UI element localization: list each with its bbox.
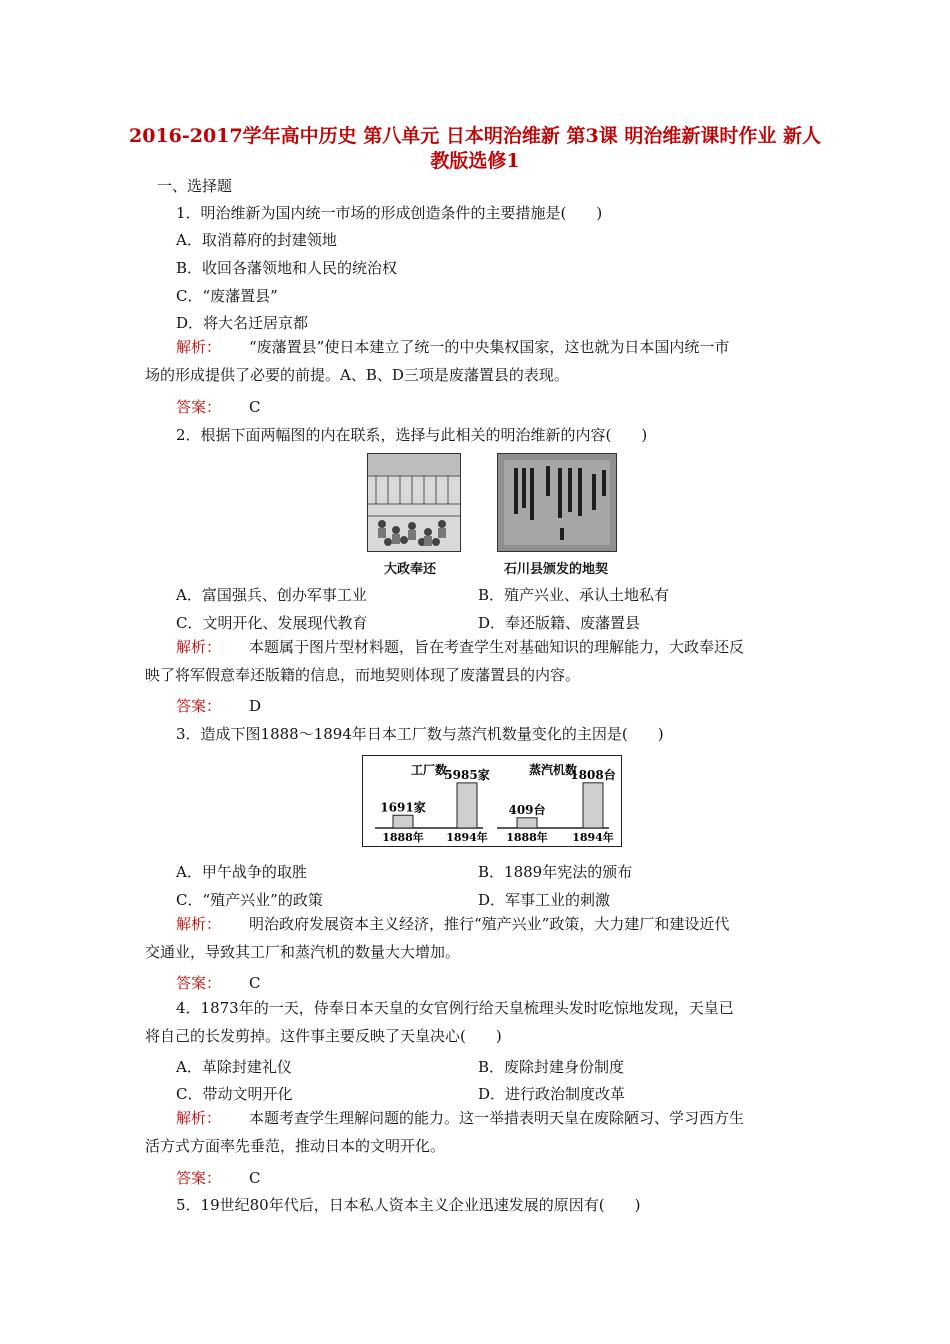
q4-option-d: D．进行政治制度改革 [478, 1085, 626, 1103]
q3-answer: 答案： C [176, 974, 261, 992]
q3-option-b: B．1889年宪法的颁布 [478, 863, 633, 881]
explanation-label: 解析： [176, 1109, 222, 1127]
bar-1-1888年 [393, 815, 413, 828]
q4-option-a: A．革除封建礼仪 [176, 1058, 292, 1076]
taisei-hokan-illustration [367, 453, 461, 552]
bar-charts-svg [363, 756, 621, 846]
q2-stem: 2．根据下面两幅图的内在联系，选择与此相关的明治维新的内容( ) [176, 426, 648, 444]
q3-option-a: A．甲午战争的取胜 [176, 863, 307, 881]
q2-explanation: 解析： 本题属于图片型材料题，旨在考查学生对基础知识的理解能力，大政奉还反 映了将军假意奉还版籍的信息，而地契则体现了废藩置县的内容。 [145, 638, 745, 684]
q4-option-b: B．废除封建身份制度 [478, 1058, 625, 1076]
land-deed-image [497, 453, 617, 552]
q4-answer: 答案： C [176, 1169, 261, 1187]
q3-option-d: D．军事工业的刺激 [478, 891, 611, 909]
bar-2-1894年 [583, 783, 603, 828]
value-label: 1691家 [380, 800, 426, 815]
value-label: 5985家 [444, 767, 490, 782]
q2-option-b: B．殖产兴业、承认土地私有 [478, 586, 670, 604]
explanation-label: 解析： [176, 915, 222, 933]
q2-answer: 答案： D [176, 697, 262, 715]
q3-option-c: C．“殖产兴业”的政策 [176, 891, 323, 909]
q1-option-a: A．取消幕府的封建领地 [176, 231, 337, 249]
bar-chart-figure [362, 755, 622, 847]
bar-2-1888年 [517, 818, 537, 828]
tick-label: 1888年 [506, 831, 548, 844]
q1-explanation: 解析： “废藩置县”使日本建立了统一的中央集权国家，这也就为日本国内统一市 场的形成提供了必要的前提。A、B、D三项是废藩置县的表现。 [145, 338, 730, 384]
q2-option-c: C．文明开化、发展现代教育 [176, 614, 368, 632]
chart-title-1: 工厂数 [410, 763, 448, 777]
tick-label: 1894年 [446, 831, 488, 844]
explanation-label: 解析： [176, 338, 222, 356]
q5-stem: 5．19世纪80年代后，日本私人资本主义企业迅速发展的原因有( ) [176, 1196, 641, 1214]
value-label: 409台 [508, 802, 546, 817]
q1-answer: 答案： C [176, 398, 261, 416]
value-label: 1808台 [570, 767, 616, 782]
tick-label: 1894年 [572, 831, 614, 844]
q2-option-d: D．奉还版籍、废藩置县 [478, 614, 641, 632]
tick-label: 1888年 [382, 831, 424, 844]
q3-explanation: 解析： 明治政府发展资本主义经济，推行“殖产兴业”政策，大力建厂和建设近代 交通业，导致其工厂和蒸汽机的数量大大增加。 [145, 915, 730, 961]
image-caption-2: 石川县颁发的地契 [504, 562, 609, 577]
q1-stem: 1．明治维新为国内统一市场的形成创造条件的主要措施是( ) [176, 204, 603, 222]
q2-option-a: A．富国强兵、创办军事工业 [176, 586, 367, 604]
bar-1-1894年 [457, 783, 477, 828]
q4-stem: 4．1873年的一天，侍奉日本天皇的女官例行给天皇梳理头发时吃惊地发现，天皇已 将自己的长发剪掉。这件事主要反映了天皇决心( ) [145, 999, 734, 1045]
image-caption-1: 大政奉还 [384, 562, 437, 577]
q1-option-c: C．“废藩置县” [176, 287, 278, 305]
q1-option-b: B．收回各藩领地和人民的统治权 [176, 259, 398, 277]
chart-title-2: 蒸汽机数 [528, 763, 578, 777]
explanation-label: 解析： [176, 638, 222, 656]
section-heading: 一、选择题 [157, 177, 233, 195]
q4-option-c: C．带动文明开化 [176, 1085, 293, 1103]
document-title: 2016-2017学年高中历史 第八单元 日本明治维新 第3课 明治维新课时作业 新人教版选修1 [129, 125, 821, 172]
q4-explanation: 解析： 本题考查学生理解问题的能力。这一举措表明天皇在废除陋习、学习西方生 活方式方面率先垂范，推动日本的文明开化。 [145, 1109, 745, 1155]
q1-option-d: D．将大名迁居京都 [176, 314, 309, 332]
q3-stem: 3．造成下图1888～1894年日本工厂数与蒸汽机数量变化的主因是( ) [176, 725, 664, 743]
